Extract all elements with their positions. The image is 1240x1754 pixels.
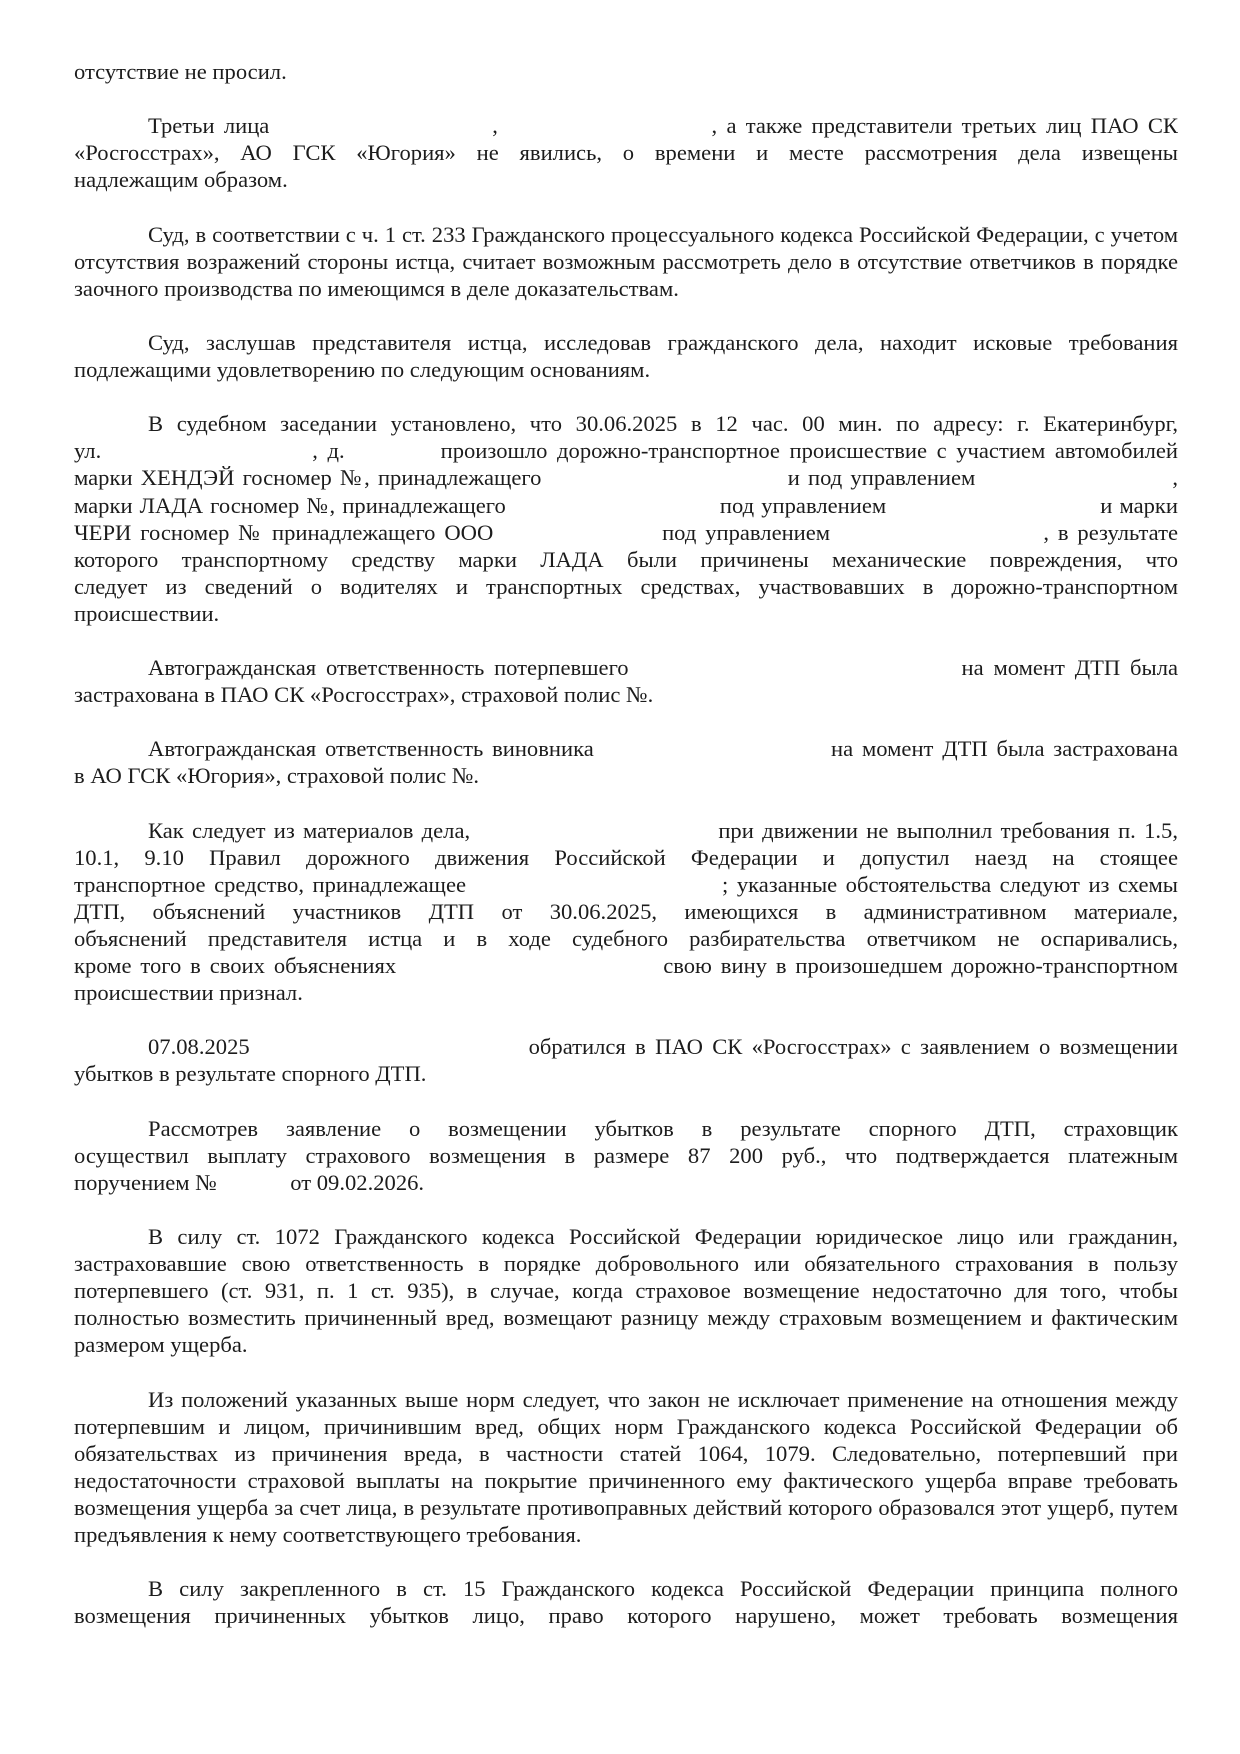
text-line: происшествии признал. [74, 980, 303, 1006]
text-line: В судебном заседании установлено, что 30.06.2025 в 12 час. 00 мин. по адресу: г. Екатеринбург, [148, 411, 1178, 437]
paragraph-culprit-insurance [74, 735, 1178, 789]
paragraph-insurance-payment [74, 1115, 1178, 1196]
text-line: объяснений представителя истца и в ходе судебного разбирательства ответчиком не оспаривались, [74, 926, 1178, 951]
text-line: «Росгосстрах», АО ГСК «Югория» не явились, о времени и месте рассмотрения дела извещены [74, 140, 1178, 166]
text-line: следует из сведений о водителях и транспортных средствах, участвовавших в дорожно-транспортном [74, 573, 1178, 599]
paragraph-case-materials [74, 817, 1178, 1007]
paragraph-court-findings: Суд, заслушав представителя истца, исследовав гражданского дела, находит исковые требования подлежащими удовлетворению по следующим основаниям. [74, 329, 1178, 383]
document-page [74, 58, 1178, 1657]
paragraph-article-1072: В силу ст. 1072 Гражданского кодекса Российской Федерации юридическое лицо или гражданин, застраховавшие свою ответственность в порядке добровольного или обязательного страхования в пользу потерпевшего (ст. 931, п. 1 ст. 935), в случае, когда страховое возмещение недостаточно для того, чтобы полностью возместить причиненный вред, возмещают разницу между страховым возмещением и фактическим размером ущерба. [74, 1224, 1178, 1358]
text-line: происшествии. [74, 600, 220, 626]
text-line: которого транспортному средству марки ЛАДА были причинены механические повреждения, что [74, 546, 1178, 572]
text-line: надлежащим образом. [74, 167, 288, 193]
paragraph-victim-insurance [74, 654, 1178, 708]
text-line: Автогражданская ответственность потерпевшего на момент ДТП была [148, 655, 1178, 681]
text-line: осуществил выплату страхового возмещения в размере 87 200 руб., что подтверждается платежным [74, 1142, 1178, 1168]
text-line: в АО ГСК «Югория», страховой полис №. [74, 763, 480, 789]
paragraph-article-15: В силу закрепленного в ст. 15 Гражданского кодекса Российской Федерации принципа полного возмещения причиненных убытков лицо, право которого нарушено, может требовать возмещения [74, 1576, 1178, 1629]
text-line: Третьи лица , , а также представители третьих лиц ПАО СК [148, 113, 1178, 139]
text-line: поручением № от 09.02.2026. [74, 1169, 425, 1195]
text-line: кроме того в своих объяснениях свою вину в произошедшем дорожно-транспортном [74, 953, 1178, 979]
text-line: застрахована в ПАО СК «Росгосстрах», страховой полис №. [74, 682, 654, 708]
paragraph-court-decision: Суд, в соответствии с ч. 1 ст. 233 Гражданского процессуального кодекса Российской Федерации, с учетом отсутствия возражений стороны истца, считает возможным рассмотреть дело в отсутствие ответчиков в порядке заочного производства по имеющимся в деле доказательствам. [74, 221, 1178, 301]
text-line: марки ЛАДА госномер №, принадлежащего под управлением и марки [74, 492, 1178, 518]
text-line: марки ХЕНДЭЙ госномер №, принадлежащего и под управлением , [74, 465, 1178, 491]
text-line: ДТП, объяснений участников ДТП от 30.06.2025, имеющихся в административном материале, [74, 898, 1178, 924]
paragraph-accident-details [74, 410, 1178, 627]
text-line: ул. , д. произошло дорожно-транспортное происшествие с участием автомобилей [74, 438, 1178, 464]
text-line: 10.1, 9.10 Правил дорожного движения Российской Федерации и допустил наезд на стоящее [74, 844, 1178, 870]
paragraph-norms-application: Из положений указанных выше норм следует, что закон не исключает применение на отношения между потерпевшим и лицом, причинившим вред, общих норм Гражданского кодекса Российской Федерации об обязательствах из причинения вреда, в частности статей 1064, 1079. Следовательно, потерпевший при недостаточности страховой выплаты на покрытие причиненного ему фактического ущерба вправе требовать возмещения ущерба за счет лица, в результате противоправных действий которого образовался этот ущерб, путем предъявления к нему соответствующего требования. [74, 1386, 1178, 1548]
paragraph-claim-date [74, 1033, 1178, 1087]
text-line: Как следует из материалов дела, при движении не выполнил требования п. 1.5, [148, 817, 1178, 843]
text-line: Автогражданская ответственность виновника на момент ДТП была застрахована [148, 736, 1178, 762]
text-line: Рассмотрев заявление о возмещении убытков в результате спорного ДТП, страховщик [148, 1115, 1178, 1141]
text-line: 07.08.2025 обратился в ПАО СК «Росгосстрах» с заявлением о возмещении [148, 1034, 1178, 1060]
text-line: убытков в результате спорного ДТП. [74, 1061, 427, 1087]
paragraph-continuation: отсутствие не просил. [74, 59, 287, 84]
text-line: ЧЕРИ госномер № принадлежащего ООО под управлением , в результате [74, 519, 1178, 545]
text-line: транспортное средство, принадлежащее ; указанные обстоятельства следуют из схемы [74, 871, 1178, 897]
paragraph-third-parties [74, 112, 1178, 193]
